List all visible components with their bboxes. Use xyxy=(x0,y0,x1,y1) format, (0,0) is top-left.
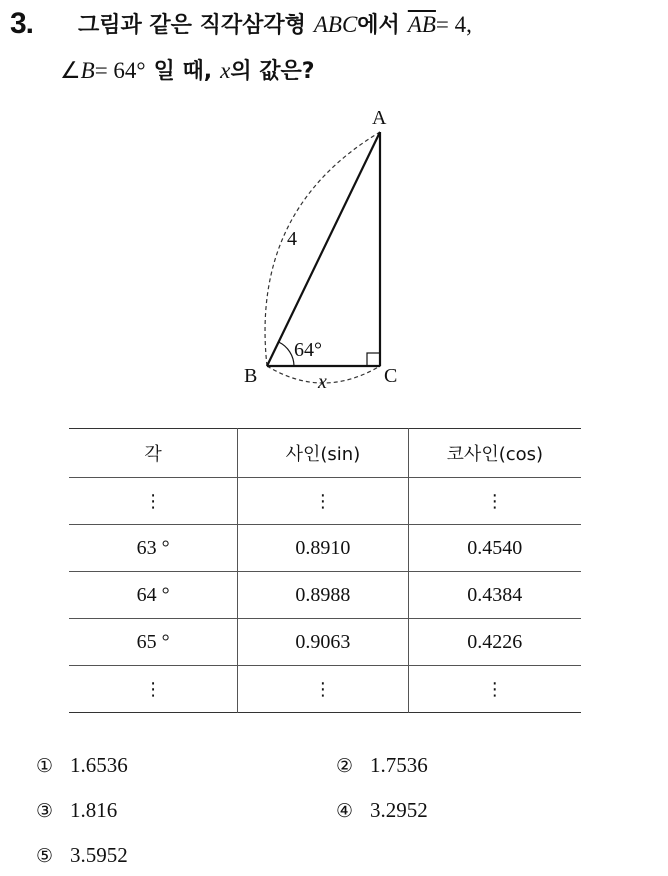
table-cell xyxy=(69,666,238,713)
ellipsis-icon: ⋮ xyxy=(313,678,332,700)
ellipsis-icon: ⋮ xyxy=(313,490,332,512)
table-row xyxy=(69,572,581,619)
table-cell: 0.8988 xyxy=(238,572,408,619)
table-cell xyxy=(69,478,238,525)
ellipsis-icon: ⋮ xyxy=(144,678,163,700)
table-cell: 0.4540 xyxy=(408,525,581,572)
choice-4[interactable] xyxy=(336,797,428,824)
angle-value: = 64 xyxy=(94,58,137,83)
side-ab xyxy=(267,132,380,366)
vertex-b-label: B xyxy=(244,365,258,387)
question-text-suffix: 의 값은? xyxy=(230,59,315,84)
hypotenuse-label: 4 xyxy=(287,228,297,250)
ellipsis-icon: ⋮ xyxy=(485,490,504,512)
choice-value-4: 3.2952 xyxy=(370,798,428,822)
ellipsis-icon: ⋮ xyxy=(144,490,163,512)
right-angle-marker xyxy=(367,353,380,366)
choice-3[interactable] xyxy=(36,797,117,824)
table-cell: 0.4226 xyxy=(408,619,581,666)
table-cell: 63 ° xyxy=(69,525,238,572)
choice-mark-1: ① xyxy=(36,755,54,777)
choice-value-3: 1.816 xyxy=(70,798,118,822)
choice-5[interactable] xyxy=(36,842,128,869)
choice-1[interactable] xyxy=(36,752,128,779)
table-cell: 0.8910 xyxy=(238,525,408,572)
question-text-eseo: 에서 xyxy=(357,13,400,38)
table-cell: 0.9063 xyxy=(238,619,408,666)
table-row xyxy=(69,619,581,666)
table-cell xyxy=(408,666,581,713)
trig-table xyxy=(69,428,581,713)
triangle-figure xyxy=(230,100,430,400)
choice-mark-2: ② xyxy=(336,755,354,777)
question-number: 3. xyxy=(10,7,34,40)
choice-2[interactable] xyxy=(336,752,428,779)
triangle-name: ABC xyxy=(313,12,358,37)
choice-value-2: 1.7536 xyxy=(370,753,428,777)
table-cell xyxy=(238,478,408,525)
equals-four: = 4, xyxy=(435,12,472,37)
choice-mark-5: ⑤ xyxy=(36,845,54,867)
table-cell: 0.4384 xyxy=(408,572,581,619)
table-cell: 64 ° xyxy=(69,572,238,619)
choice-mark-3: ③ xyxy=(36,800,54,822)
table-header-row xyxy=(69,429,581,478)
header-sin: 사인(sin) xyxy=(238,429,408,478)
table-row xyxy=(69,478,581,525)
header-cos: 코사인(cos) xyxy=(408,429,581,478)
table-cell xyxy=(238,666,408,713)
question-line-2 xyxy=(60,56,315,87)
segment-ab: $\overline{AB}$ xyxy=(407,12,436,37)
question-text-prefix: 그림과 같은 직각삼각형 xyxy=(78,13,306,38)
vertex-c-label: C xyxy=(384,365,398,387)
choice-value-1: 1.6536 xyxy=(70,753,128,777)
header-angle: 각 xyxy=(69,429,238,478)
ellipsis-icon: ⋮ xyxy=(485,678,504,700)
table-row xyxy=(69,525,581,572)
vertex-a-label: A xyxy=(372,107,387,129)
table-cell: 65 ° xyxy=(69,619,238,666)
question-text-when: 일 때, xyxy=(153,59,213,84)
base-label: x xyxy=(318,371,327,393)
choice-mark-4: ④ xyxy=(336,800,354,822)
table-cell xyxy=(408,478,581,525)
angle-arc xyxy=(279,342,294,366)
angle-symbol: ∠ xyxy=(60,58,81,83)
table-row xyxy=(69,666,581,713)
variable-x: x xyxy=(220,58,231,83)
degree-sign: ° xyxy=(136,58,146,83)
question-line-1 xyxy=(78,10,472,41)
choice-value-5: 3.5952 xyxy=(70,843,128,867)
angle-label: 64° xyxy=(294,339,322,361)
angle-vertex: B xyxy=(80,58,95,83)
